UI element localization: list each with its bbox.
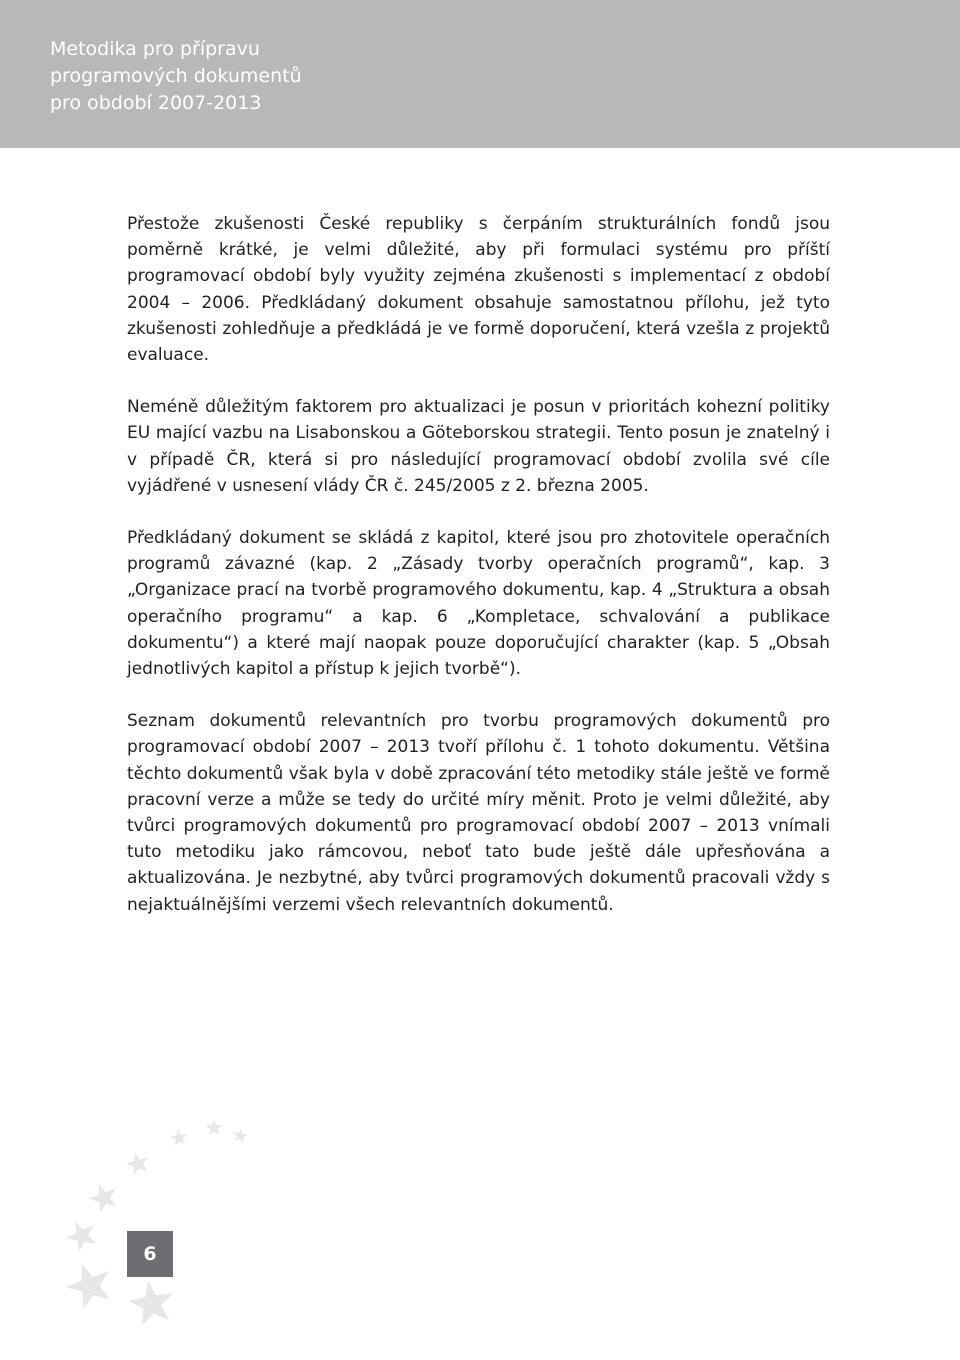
star-icon	[85, 1179, 121, 1214]
title-line-3: pro období 2007-2013	[50, 92, 262, 114]
paragraph-2: Neméně důležitým faktorem pro aktualizaci je posun v prioritách kohezní politiky EU mající vazbu na Lisabonskou a Göteborskou strategii. Tento posun je znatelný i v případě ČR, která si pro následující programovací období zvolila své cíle vyjádřené v usnesení vlády ČR č. 245/2005 z 2. března 2005.	[127, 397, 830, 496]
title-line-1: Metodika pro přípravu	[50, 38, 260, 60]
star-icon	[60, 1256, 118, 1312]
title-line-2: programových dokumentů	[50, 65, 302, 87]
body-text	[127, 211, 830, 944]
paragraph-1: Přestože zkušenosti České republiky s čerpáním strukturálních fondů jsou poměrně krátké, je velmi důležité, aby při formulaci systému pro příští programovací období byly využity zejména zkušenosti s implementací z období 2004 – 2006. Předkládaný dokument obsahuje samostatnou přílohu, jež tyto zkušenosti zohledňuje a předkládá je ve formě doporučení, která vzešla z projektů evaluace.	[127, 214, 830, 366]
star-icon	[205, 1119, 222, 1135]
document-title	[50, 36, 302, 117]
page-number: 6	[143, 1243, 157, 1265]
paragraph-3: Předkládaný dokument se skládá z kapitol, které jsou pro zhotovitele operačních programů závazné (kap. 2 „Zásady tvorby operačních programů“, kap. 3 „Organizace prací na tvorbě programového dokumentu, kap. 4 „Struktura a obsah operačního programu“ a kap. 6 „Kompletace, schvalování a publikace dokumentu“) a které mají naopak pouze doporučující charakter (kap. 5 „Obsah jednotlivých kapitol a přístup k jejich tvorbě“).	[127, 528, 830, 680]
star-icon	[125, 1276, 177, 1327]
eu-stars-arc-icon	[0, 1090, 360, 1360]
star-icon	[169, 1128, 188, 1147]
star-icon	[124, 1149, 152, 1176]
star-icon	[231, 1127, 248, 1144]
paragraph-4: Seznam dokumentů relevantních pro tvorbu programových dokumentů pro programovací období 2007 – 2013 tvoří přílohu č. 1 tohoto dokumentu. Většina těchto dokumentů však byla v době zpracování této metodiky stále ještě ve formě pracovní verze a může se tedy do určité míry měnit. Proto je velmi důležité, aby tvůrci programových dokumentů pro programovací období 2007 – 2013 vnímali tuto metodiku jako rámcovou, neboť tato bude ještě dále upřesňována a aktualizována. Je nezbytné, aby tvůrci programových dokumentů pracovali vždy s nejaktuálnějšími verzemi všech relevantních dokumentů.	[127, 711, 830, 915]
page-number-box	[127, 1231, 173, 1277]
header-band	[0, 0, 960, 148]
star-icon	[61, 1215, 101, 1254]
